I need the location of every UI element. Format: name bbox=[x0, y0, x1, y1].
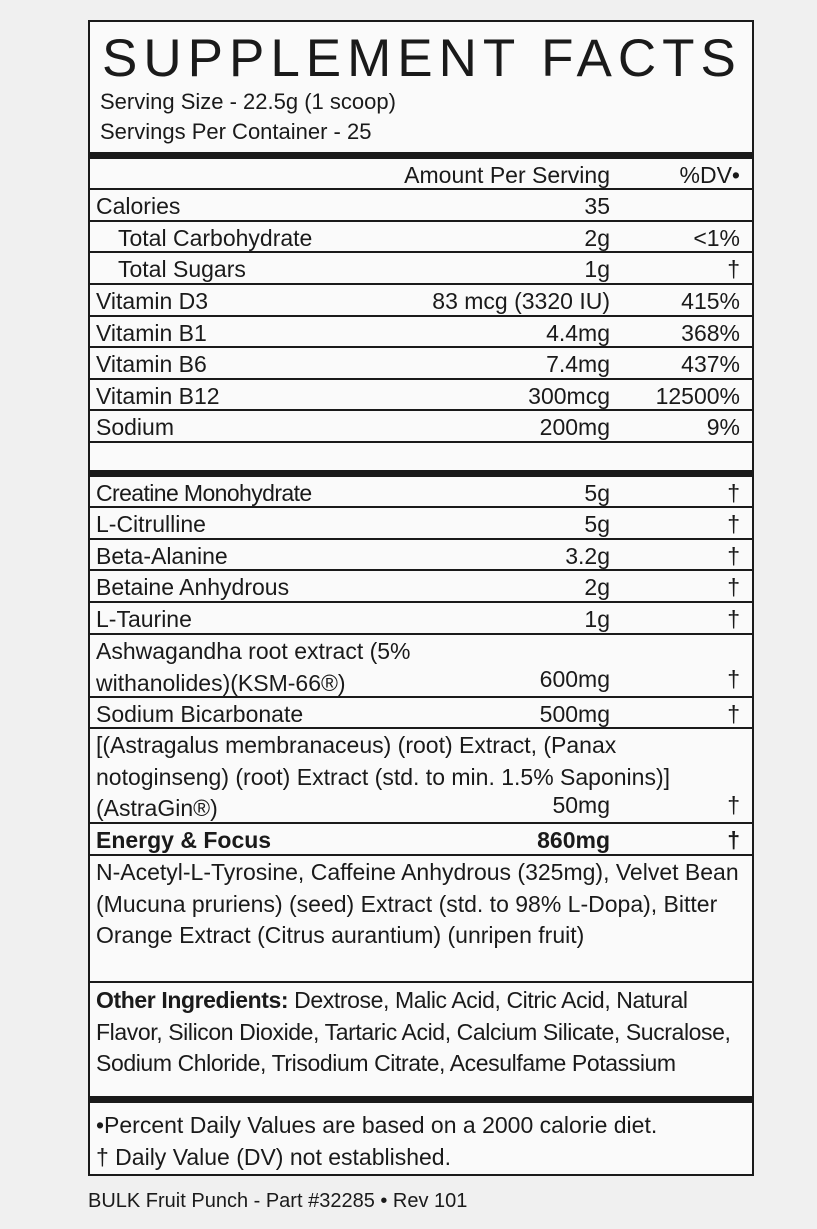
dagger-footnote: † Daily Value (DV) not established. bbox=[96, 1143, 451, 1170]
ingredient-dv: † bbox=[727, 480, 740, 506]
nutrient-name: Total Sugars bbox=[118, 256, 246, 282]
ingredient-dv: † bbox=[727, 792, 740, 818]
ingredient-row bbox=[90, 635, 752, 698]
ingredient-row bbox=[90, 540, 752, 571]
ingredient-dv: † bbox=[727, 574, 740, 600]
ingredient-row bbox=[90, 698, 752, 729]
ingredient-name: Betaine Anhydrous bbox=[96, 574, 290, 600]
nutrient-name: Total Carbohydrate bbox=[118, 225, 313, 251]
nutrient-amount: 2g bbox=[584, 225, 610, 251]
part-number-footer: BULK Fruit Punch - Part #32285 • Rev 101 bbox=[88, 1190, 468, 1212]
other-ingredients bbox=[90, 983, 752, 1103]
ingredient-amount: 500mg bbox=[539, 701, 610, 727]
ingredient-name: L-Taurine bbox=[96, 606, 192, 632]
nutrient-row bbox=[90, 411, 752, 443]
ingredient-row bbox=[90, 729, 752, 824]
nutrient-name: Vitamin B1 bbox=[96, 320, 207, 346]
nutrient-row bbox=[90, 285, 752, 317]
blend-name: Energy & Focus bbox=[96, 827, 272, 853]
nutrient-amount: 35 bbox=[584, 193, 610, 219]
servings-per-container: Servings Per Container - 25 bbox=[100, 119, 372, 144]
amount-column-header: Amount Per Serving bbox=[404, 162, 610, 188]
nutrient-name: Sodium bbox=[96, 414, 174, 440]
nutrient-name: Calories bbox=[96, 193, 181, 219]
nutrient-name: Vitamin D3 bbox=[96, 288, 209, 314]
column-header-row bbox=[90, 159, 752, 190]
label-header bbox=[90, 22, 752, 159]
other-ingredients-text: Dextrose, Malic Acid, Citric Acid, Natural Flavor, Silicon Dioxide, Tartaric Acid, Calcium Silicate, Sucralose, Sodium Chloride, Trisodium Citrate, Acesulfame Potassium bbox=[96, 987, 731, 1076]
nutrient-row bbox=[90, 190, 752, 222]
blend-dv: † bbox=[727, 827, 740, 853]
label-title: SUPPLEMENT FACTS bbox=[102, 29, 742, 88]
ingredient-amount: 5g bbox=[584, 511, 610, 537]
ingredient-dv: † bbox=[727, 511, 740, 537]
ingredient-amount: 1g bbox=[584, 606, 610, 632]
ingredient-name: [(Astragalus membranaceus) (root) Extract, (Panax notoginseng) (root) Extract (std. to min. 1.5% Saponins)] (AstraGin®) bbox=[96, 732, 670, 821]
blend-amount: 860mg bbox=[537, 827, 610, 853]
nutrient-row bbox=[90, 317, 752, 348]
section-divider bbox=[90, 443, 752, 477]
nutrient-dv: 9% bbox=[706, 414, 740, 440]
ingredient-amount: 5g bbox=[584, 480, 610, 506]
nutrient-amount: 4.4mg bbox=[546, 320, 610, 346]
ingredient-name: Creatine Monohydrate bbox=[96, 480, 312, 506]
ingredient-row bbox=[90, 571, 752, 603]
ingredient-row bbox=[90, 477, 752, 508]
serving-size: Serving Size - 22.5g (1 scoop) bbox=[100, 89, 396, 114]
nutrient-row bbox=[90, 380, 752, 411]
ingredient-dv: † bbox=[727, 543, 740, 569]
nutrient-name: Vitamin B6 bbox=[96, 351, 207, 377]
ingredient-name: Sodium Bicarbonate bbox=[96, 701, 304, 727]
nutrient-amount: 1g bbox=[584, 256, 610, 282]
other-ingredients-label: Other Ingredients: bbox=[96, 987, 289, 1013]
nutrient-amount: 200mg bbox=[539, 414, 610, 440]
nutrient-dv: 12500% bbox=[655, 383, 740, 409]
footnotes bbox=[90, 1108, 752, 1174]
ingredient-dv: † bbox=[727, 606, 740, 632]
ingredient-dv: † bbox=[727, 701, 740, 727]
ingredient-row bbox=[90, 603, 752, 635]
ingredient-name: Ashwagandha root extract (5% withanolides)(KSM-66®) bbox=[96, 638, 411, 696]
ingredient-name: Beta-Alanine bbox=[96, 543, 228, 569]
ingredient-amount: 600mg bbox=[539, 666, 610, 692]
ingredient-name: L-Citrulline bbox=[96, 511, 206, 537]
nutrient-dv: 437% bbox=[681, 351, 740, 377]
blend-contents: N-Acetyl-L-Tyrosine, Caffeine Anhydrous (325mg), Velvet Bean (Mucuna pruriens) (seed) Extract (std. to 98% L-Dopa), Bitter Orange Extract (Citrus aurantium) (unripen fruit) bbox=[90, 856, 752, 983]
nutrient-row bbox=[90, 222, 752, 253]
ingredient-dv: † bbox=[727, 666, 740, 692]
nutrient-row bbox=[90, 348, 752, 380]
nutrient-dv: 415% bbox=[681, 288, 740, 314]
nutrient-dv: <1% bbox=[693, 225, 740, 251]
blend-row bbox=[90, 824, 752, 856]
nutrient-dv: † bbox=[727, 256, 740, 282]
ingredient-amount: 2g bbox=[584, 574, 610, 600]
nutrient-amount: 300mcg bbox=[528, 383, 610, 409]
ingredient-row bbox=[90, 508, 752, 540]
ingredient-amount: 50mg bbox=[552, 792, 610, 818]
ingredient-amount: 3.2g bbox=[565, 543, 610, 569]
nutrient-name: Vitamin B12 bbox=[96, 383, 220, 409]
nutrient-amount: 83 mcg (3320 IU) bbox=[432, 288, 610, 314]
supplement-facts-panel bbox=[88, 20, 754, 1176]
nutrient-dv: 368% bbox=[681, 320, 740, 346]
dv-column-header: %DV• bbox=[679, 162, 740, 188]
nutrient-row bbox=[90, 253, 752, 285]
nutrient-amount: 7.4mg bbox=[546, 351, 610, 377]
dv-footnote: •Percent Daily Values are based on a 2000 calorie diet. bbox=[96, 1112, 658, 1138]
